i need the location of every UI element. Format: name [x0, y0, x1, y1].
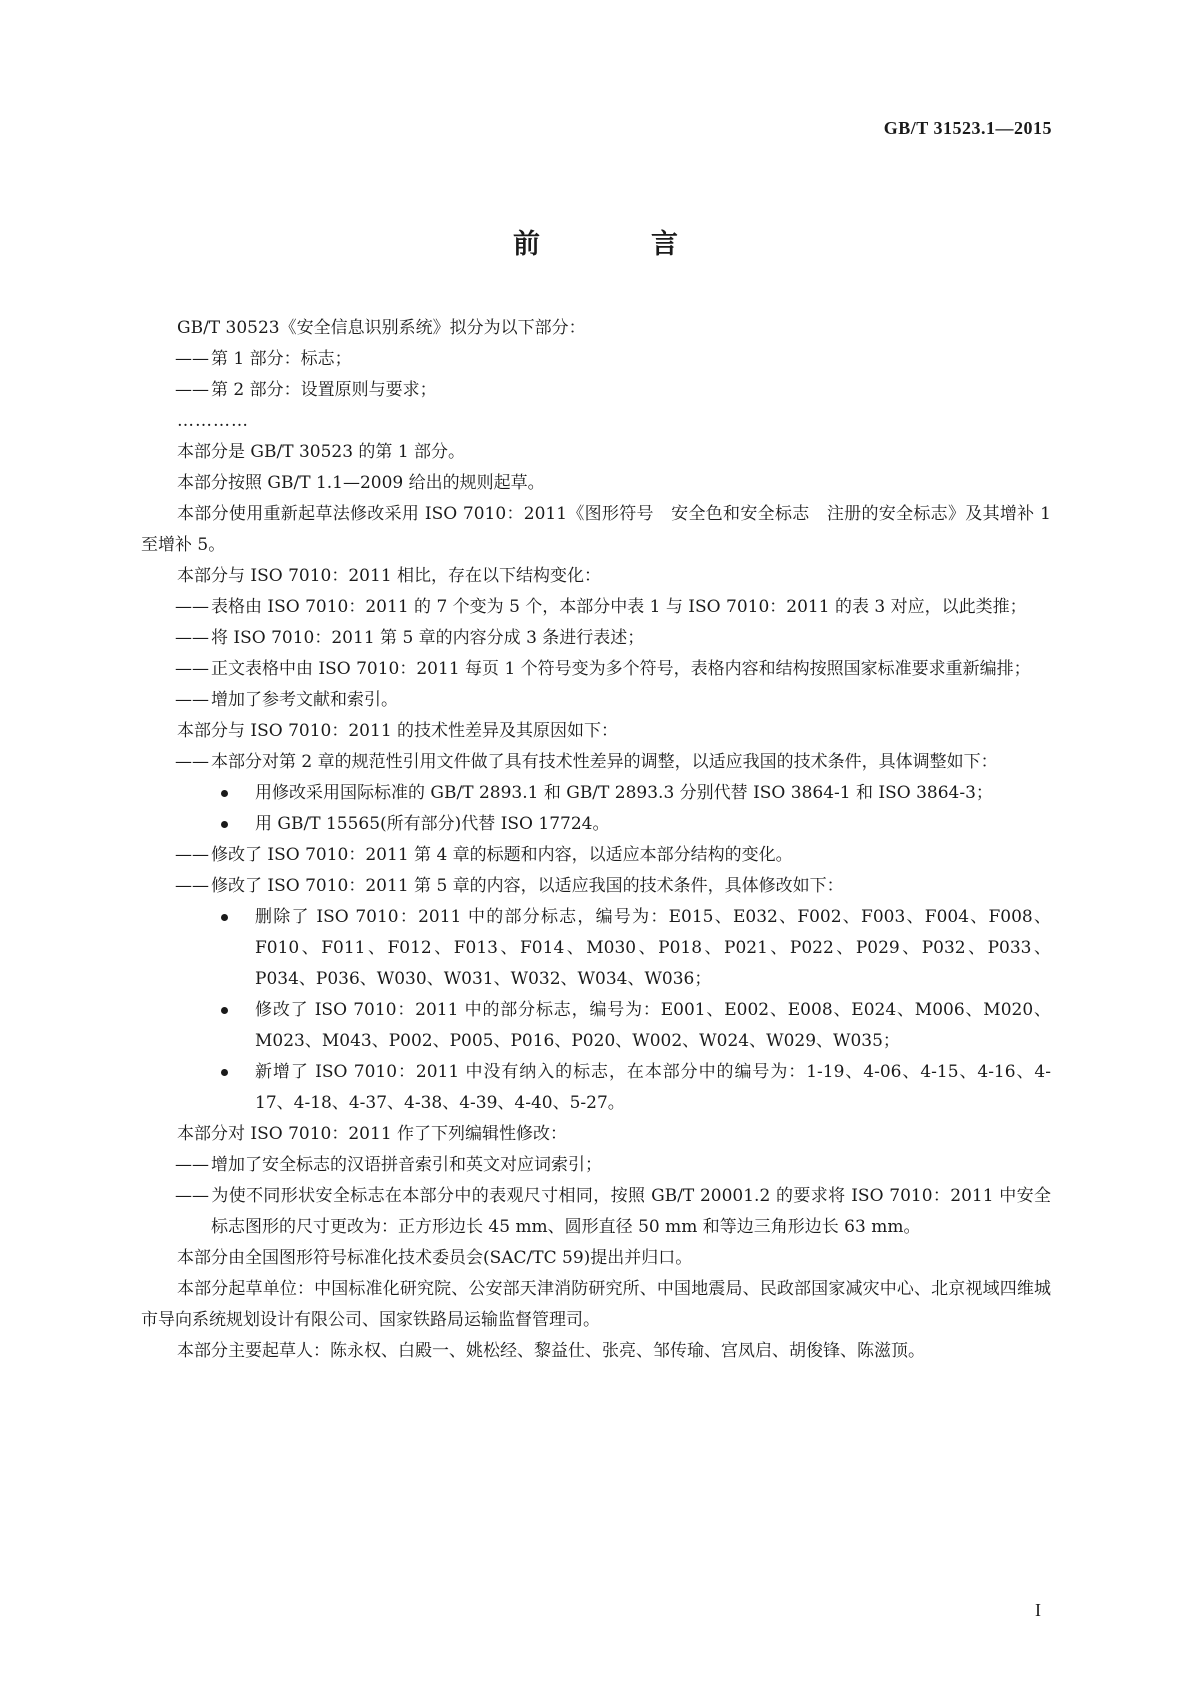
dash-item-text: 第 2 部分：设置原则与要求； — [211, 380, 437, 400]
dash-marker: —— — [175, 628, 209, 648]
paragraph: 本部分按照 GB/T 1.1—2009 给出的规则起草。 — [177, 473, 545, 493]
dash-marker: —— — [175, 752, 209, 772]
bullet-icon — [221, 914, 228, 921]
paragraph: GB/T 30523《安全信息识别系统》拟分为以下部分： — [177, 318, 586, 338]
dash-item — [141, 840, 1051, 871]
bullet-item — [141, 1057, 1051, 1119]
paragraph: 本部分由全国图形符号标准化技术委员会(SAC/TC 59)提出并归口。 — [177, 1248, 693, 1268]
paragraph: 本部分主要起草人：陈永权、白殿一、姚松经、黎益仕、张亮、邹传瑜、宫凤启、胡俊锋、陈滋顶。 — [177, 1341, 925, 1361]
dash-item-text: 为使不同形状安全标志在本部分中的表观尺寸相同，按照 GB/T 20001.2 的要求将 ISO 7010：2011 中安全标志图形的尺寸更改为：正方形边长 45 mm、圆形直径 50 mm 和等边三角形边长 63 mm。 — [211, 1186, 1051, 1237]
dash-item-text: 将 ISO 7010：2011 第 5 章的内容分成 3 条进行表述； — [211, 628, 645, 648]
standard-code: GB/T 31523.1—2015 — [883, 118, 1052, 138]
page-number: I — [1035, 1600, 1041, 1620]
dash-item-text: 增加了安全标志的汉语拼音索引和英文对应词索引； — [211, 1155, 602, 1175]
dash-marker: —— — [175, 845, 209, 865]
bullet-item-text: 用 GB/T 15565(所有部分)代替 ISO 17724。 — [255, 814, 610, 834]
dash-item — [141, 344, 1051, 375]
bullet-icon — [221, 1069, 228, 1076]
paragraph: 本部分对 ISO 7010：2011 作了下列编辑性修改： — [177, 1124, 568, 1144]
ellipsis: ………… — [177, 411, 249, 431]
foreword-body — [141, 313, 1051, 1367]
bullet-item-text: 用修改采用国际标准的 GB/T 2893.1 和 GB/T 2893.3 分别代替 ISO 3864-1 和 ISO 3864-3； — [255, 783, 993, 803]
dash-item-text: 增加了参考文献和索引。 — [211, 690, 398, 710]
dash-marker: —— — [175, 349, 209, 369]
dash-marker: —— — [175, 597, 209, 617]
bullet-item-text: 删除了 ISO 7010：2011 中的部分标志，编号为：E015、E032、F002、F003、F004、F008、F010、F011、F012、F013、F014、M030、P018、P021、P022、P029、P032、P033、P034、P036、W030、W031、W032、W034、W036； — [255, 907, 1051, 989]
bullet-item — [141, 778, 1051, 809]
dash-marker: —— — [175, 1186, 209, 1206]
dash-item — [141, 654, 1051, 685]
dash-marker: —— — [175, 380, 209, 400]
dash-marker: —— — [175, 1155, 209, 1175]
dash-item — [141, 1181, 1051, 1243]
dash-marker: —— — [175, 690, 209, 710]
bullet-icon — [221, 790, 228, 797]
paragraph: 本部分是 GB/T 30523 的第 1 部分。 — [177, 442, 466, 462]
dash-item — [141, 1150, 1051, 1181]
dash-item-text: 本部分对第 2 章的规范性引用文件做了具有技术性差异的调整，以适应我国的技术条件，具体调整如下： — [211, 752, 998, 772]
dash-item — [141, 685, 1051, 716]
paragraph: 本部分使用重新起草法修改采用 ISO 7010：2011《图形符号 安全色和安全标志 注册的安全标志》及其增补 1 至增补 5。 — [141, 504, 1051, 555]
dash-item — [141, 623, 1051, 654]
paragraph: 本部分与 ISO 7010：2011 的技术性差异及其原因如下： — [177, 721, 619, 741]
bullet-item-text: 修改了 ISO 7010：2011 中的部分标志，编号为：E001、E002、E008、E024、M006、M020、M023、M043、P002、P005、P016、P020、W002、W024、W029、W035； — [255, 1000, 1051, 1051]
paragraph: 本部分起草单位：中国标准化研究院、公安部天津消防研究所、中国地震局、民政部国家减灾中心、北京视域四维城市导向系统规划设计有限公司、国家铁路局运输监督管理司。 — [141, 1279, 1051, 1330]
dash-item-text: 第 1 部分：标志； — [211, 349, 352, 369]
bullet-icon — [221, 821, 228, 828]
bullet-icon — [221, 1007, 228, 1014]
paragraph: 本部分与 ISO 7010：2011 相比，存在以下结构变化： — [177, 566, 602, 586]
bullet-item — [141, 809, 1051, 840]
dash-item-text: 修改了 ISO 7010：2011 第 4 章的标题和内容，以适应本部分结构的变化。 — [211, 845, 793, 865]
dash-marker: —— — [175, 876, 209, 896]
bullet-item — [141, 995, 1051, 1057]
page-title: 前 言 — [513, 229, 720, 260]
dash-marker: —— — [175, 659, 209, 679]
dash-item — [141, 871, 1051, 902]
dash-item-text: 表格由 ISO 7010：2011 的 7 个变为 5 个，本部分中表 1 与 ISO 7010：2011 的表 3 对应，以此类推； — [211, 597, 1027, 617]
dash-item — [141, 592, 1051, 623]
bullet-item — [141, 902, 1051, 995]
bullet-item-text: 新增了 ISO 7010：2011 中没有纳入的标志，在本部分中的编号为：1-19、4-06、4-15、4-16、4-17、4-18、4-37、4-38、4-39、4-40、5-27。 — [255, 1062, 1051, 1113]
dash-item-text: 修改了 ISO 7010：2011 第 5 章的内容，以适应我国的技术条件，具体修改如下： — [211, 876, 844, 896]
dash-item-text: 正文表格中由 ISO 7010：2011 每页 1 个符号变为多个符号，表格内容和结构按照国家标准要求重新编排； — [211, 659, 1031, 679]
dash-item — [141, 375, 1051, 406]
dash-item — [141, 747, 1051, 778]
